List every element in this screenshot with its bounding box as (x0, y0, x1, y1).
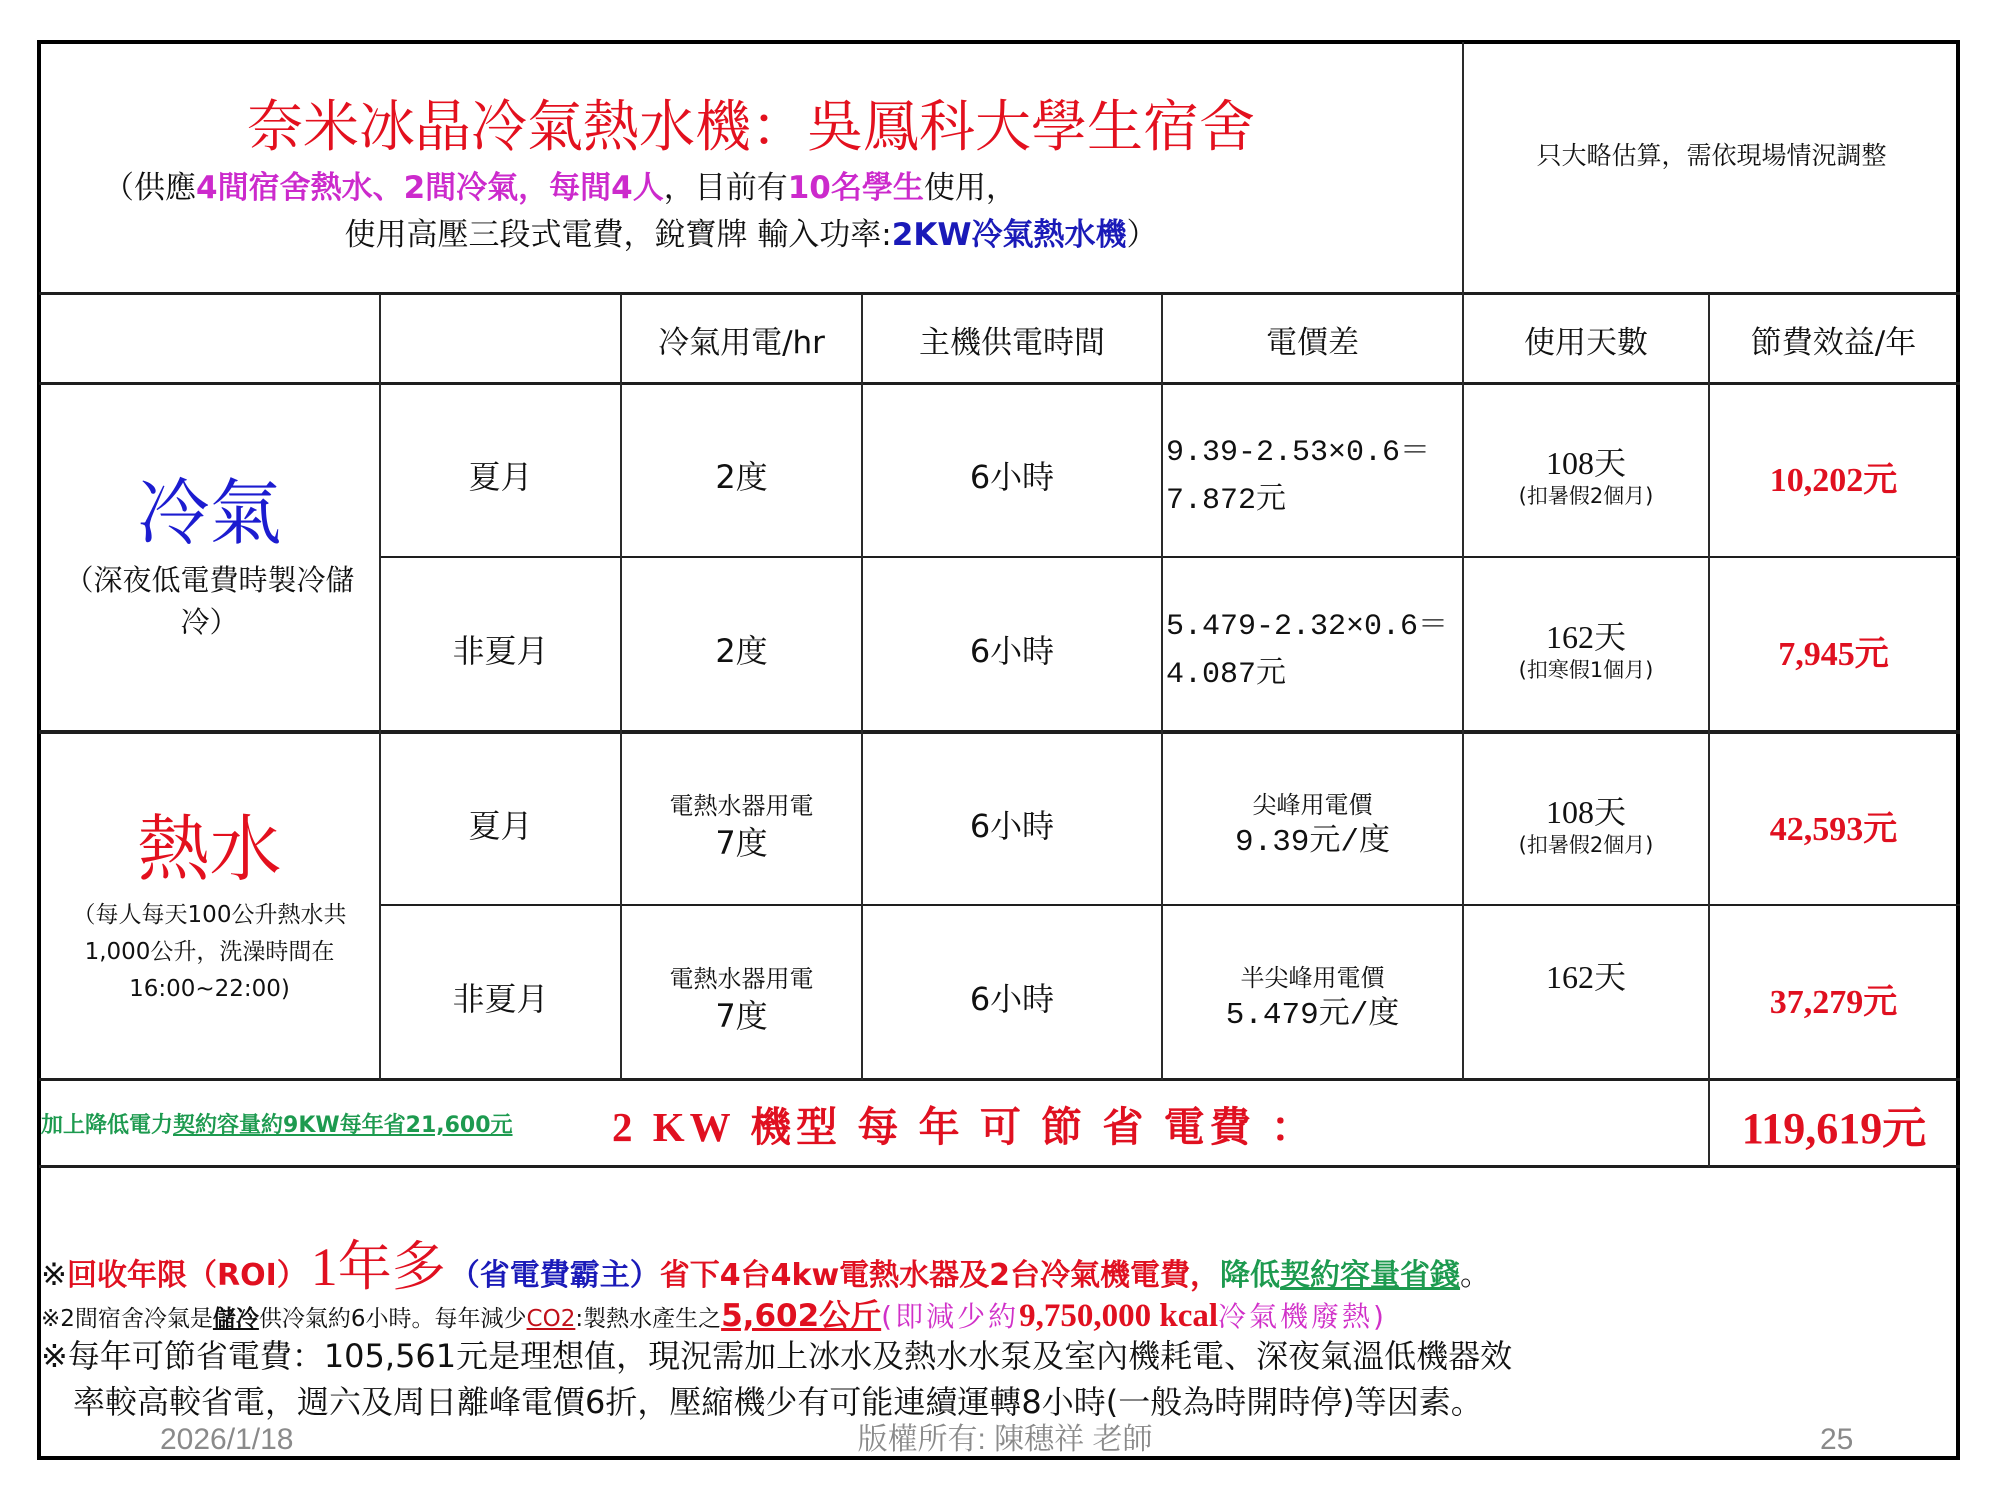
disclaimer: 只大略估算，需依現場情況調整 (1536, 141, 1887, 170)
group-note-line: 冷） (180, 605, 239, 639)
footer-date: 2026/1/18 (160, 1423, 294, 1456)
co2-paren-open: (即減少約 (881, 1300, 1020, 1333)
note-co2 (41, 1290, 1387, 1335)
group-note (64, 559, 354, 643)
subtitle-model: 2KW冷氣熱水機 (891, 217, 1127, 253)
col-header-savings: 節費效益/年 (1750, 324, 1917, 361)
subtitle-line-1 (103, 170, 1017, 206)
footer-page-number: 25 (1820, 1423, 1854, 1456)
subtitle-line-2 (39, 217, 1463, 253)
group-title: 冷氣 (137, 471, 282, 555)
group-label-hot-water (39, 734, 380, 1080)
days-cell (1463, 557, 1709, 732)
co2-paren-close: 冷氣機廢熱) (1218, 1300, 1387, 1333)
roi-green-underlined: 契約容量省錢 (1280, 1258, 1461, 1293)
usage-cell (621, 734, 862, 905)
days-value: 108天 (1545, 793, 1626, 830)
usage-cell (621, 905, 862, 1080)
price-formula: 5.479-2.32×0.6＝ (1166, 609, 1449, 644)
roi-end: 。 (1460, 1257, 1492, 1293)
days-cell (1463, 905, 1709, 1080)
col-header-days: 使用天數 (1524, 324, 1648, 361)
days-value: 162天 (1545, 958, 1626, 995)
usage-label: 電熱水器用電 (669, 791, 814, 820)
co2-storage: 儲冷 (212, 1306, 259, 1332)
price-formula: 9.39-2.53×0.6＝ (1166, 435, 1431, 470)
group-note-line: （深夜低電費時製冷儲 (64, 563, 355, 597)
col-header-hours: 主機供電時間 (919, 324, 1105, 361)
note-ideal-savings: ※每年可節省電費：105,561元是理想值，現況需加上冰水及熱水水泵及室內機耗電、深夜氣溫低機器效 (41, 1337, 1513, 1375)
page-title: 奈米冰晶冷氣熱水機：吳鳳科大學生宿舍 (247, 95, 1255, 160)
footer-copyright: 版權所有: 陳穗祥 老師 (857, 1423, 1153, 1456)
price-diff-cell (1162, 384, 1463, 557)
season-cell: 非夏月 (452, 631, 549, 670)
days-value: 162天 (1545, 618, 1626, 655)
usage-value: 7度 (715, 996, 768, 1035)
group-label-cooling (39, 384, 380, 730)
saving-cell: 42,593元 (1769, 811, 1898, 848)
co2-kcal: 9,750,000 kcal (1019, 1298, 1219, 1334)
usage-label: 電熱水器用電 (669, 964, 814, 993)
group-title: 熱水 (137, 806, 282, 891)
days-note: (扣暑假2個月) (1518, 832, 1654, 857)
days-value: 108天 (1545, 444, 1626, 481)
contract-note-underlined: 契約容量約9KW每年省21,600元 (173, 1113, 513, 1138)
hours-cell: 6小時 (969, 457, 1055, 496)
subtitle-text: ，目前有 (663, 170, 788, 206)
contract-capacity-note (41, 1080, 513, 1167)
subtitle-highlight-students: 10名學生 (787, 170, 924, 206)
group-note (73, 897, 347, 1008)
roi-value: 1年多 (310, 1237, 446, 1297)
roi-tagline: （省電費霸主） (449, 1258, 660, 1293)
co2-middle: 供冷氣約6小時。每年減少 (258, 1306, 527, 1332)
price-value: 9.39元/度 (1234, 824, 1390, 860)
subtitle-text: （供應 (103, 170, 196, 206)
usage-value: 7度 (715, 823, 768, 862)
hours-cell: 6小時 (969, 979, 1055, 1018)
price-value: 5.479元/度 (1225, 997, 1400, 1033)
price-label: 尖峰用電價 (1252, 790, 1373, 819)
hours-cell: 6小時 (969, 631, 1055, 670)
subtitle-text: 使用高壓三段式電費，銳寶牌 輸入功率: (344, 217, 892, 253)
price-label: 半尖峰用電價 (1240, 963, 1385, 992)
price-diff-cell (1162, 905, 1463, 1080)
total-label: 2 KW 機型 每 年 可 節 省 電費 ： (612, 1104, 1317, 1150)
season-cell: 非夏月 (452, 979, 549, 1018)
hours-cell: 6小時 (969, 806, 1055, 845)
co2-prefix: ※2間宿舍冷氣是 (41, 1306, 213, 1332)
saving-cell: 10,202元 (1769, 462, 1898, 499)
season-cell: 夏月 (468, 806, 533, 845)
usage-cell: 2度 (715, 457, 768, 496)
note-mark: ※ (41, 1257, 67, 1293)
group-note-line: 1,000公升，洗澡時間在 (84, 938, 335, 965)
total-value: 119,619元 (1741, 1103, 1927, 1153)
contract-note-prefix: 加上降低電力 (41, 1113, 174, 1138)
days-note: (扣暑假2個月) (1518, 483, 1654, 508)
days-note: (扣寒假1個月) (1518, 657, 1654, 682)
price-result: 7.872元 (1166, 483, 1287, 518)
price-diff-cell (1162, 734, 1463, 905)
roi-green-prefix: 降低 (1220, 1258, 1281, 1293)
subtitle-text: ） (1126, 217, 1158, 253)
note-ideal-savings-cont: 率較高較省電，週六及周日離峰電價6折，壓縮機少有可能連續運轉8小時(一般為時開時停)等因素。 (73, 1383, 1483, 1421)
days-cell (1463, 734, 1709, 905)
co2-after: :製熱水產生之 (575, 1306, 722, 1332)
subtitle-text: 使用， (923, 170, 1017, 206)
col-header-price-diff: 電價差 (1266, 324, 1359, 361)
subtitle-highlight-rooms: 4間宿舍熱水、2間冷氣，每間4人 (196, 170, 664, 206)
group-note-line: 16:00~22:00) (129, 975, 290, 1002)
price-result: 4.087元 (1166, 657, 1287, 692)
roi-savings-desc: 省下4台4kw電熱水器及2台冷氣機電費， (659, 1258, 1221, 1293)
co2-amount: 5,602公斤 (721, 1298, 882, 1334)
col-header-power: 冷氣用電/hr (658, 324, 825, 361)
usage-cell: 2度 (715, 631, 768, 670)
season-cell: 夏月 (468, 457, 533, 496)
saving-cell: 7,945元 (1778, 636, 1889, 673)
co2-label: CO2 (526, 1306, 576, 1332)
price-diff-cell (1162, 557, 1463, 732)
saving-cell: 37,279元 (1769, 984, 1898, 1021)
roi-label: 回收年限（ROI） (66, 1258, 307, 1293)
days-cell (1463, 384, 1709, 557)
group-note-line: （每人每天100公升熱水共 (72, 901, 347, 928)
